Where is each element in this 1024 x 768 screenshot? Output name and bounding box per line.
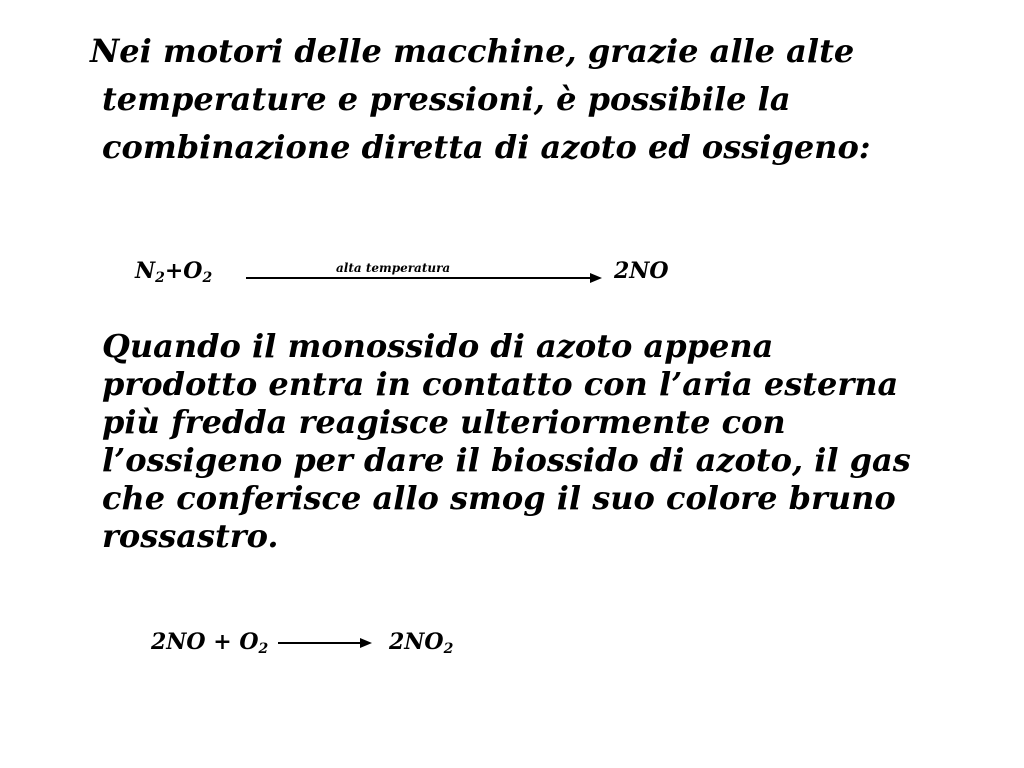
- reactant-2no: 2NO: [151, 629, 206, 655]
- reaction2-reactants: [151, 629, 268, 657]
- body-line: l’ossigeno per dare il biossido di azoto, il gas: [102, 441, 911, 479]
- reactant-o: O: [239, 629, 259, 655]
- body-paragraph: [102, 327, 982, 555]
- body-line: che conferisce allo smog il suo colore bruno: [102, 479, 896, 517]
- product-no: 2NO: [389, 629, 444, 655]
- body-line: prodotto entra in contatto con l’aria esterna: [102, 365, 899, 403]
- body-line: rossastro.: [102, 517, 279, 555]
- intro-line: combinazione diretta di azoto ed ossigeno:: [102, 128, 871, 166]
- body-line: più fredda reagisce ulteriormente con: [102, 403, 786, 441]
- reaction2-arrow: [276, 635, 376, 651]
- reaction2-product: [389, 629, 453, 657]
- reactant-o: O: [183, 258, 203, 284]
- intro-line: temperature e pressioni, è possibile la: [102, 80, 791, 118]
- reaction1-arrow: [244, 270, 604, 286]
- reaction-condition: alta temperatura: [336, 261, 451, 275]
- reactant-o-subscript: 2: [202, 270, 213, 286]
- reactant-n: N: [135, 258, 156, 284]
- reactant-n-subscript: 2: [155, 270, 165, 286]
- reaction1-reactants: [135, 258, 212, 286]
- plus-sign: +: [213, 629, 232, 655]
- reactant-o-subscript: 2: [258, 641, 269, 657]
- reaction1-product: 2NO: [614, 258, 669, 284]
- intro-paragraph: [90, 27, 930, 171]
- plus-sign: +: [164, 258, 184, 284]
- product-subscript: 2: [443, 641, 454, 657]
- intro-line: Nei motori delle macchine, grazie alle alte: [90, 32, 855, 70]
- body-line: Quando il monossido di azoto appena: [102, 327, 774, 365]
